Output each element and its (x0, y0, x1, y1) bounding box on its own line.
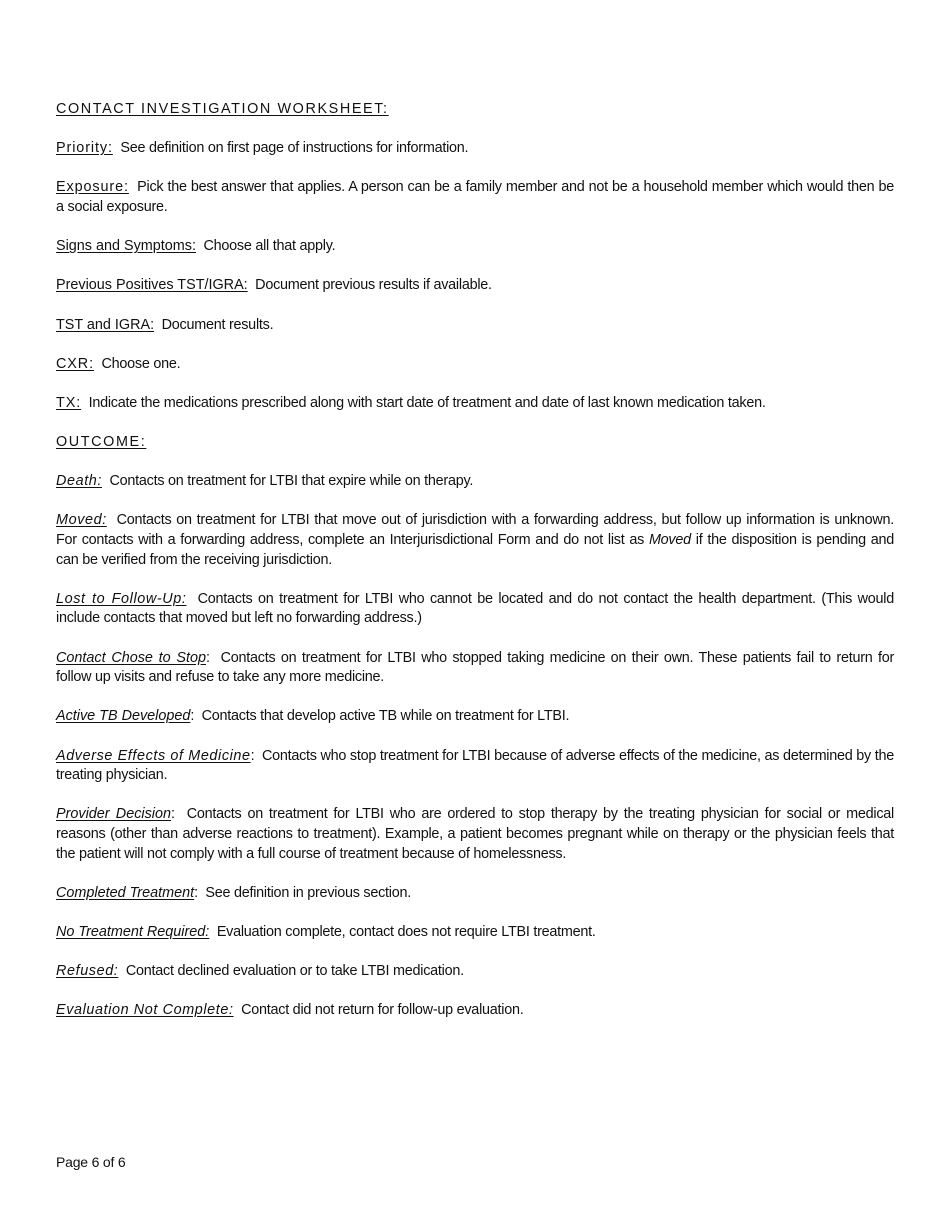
active-tb-text: Contacts that develop active TB while on treatment for LTBI. (201, 708, 570, 725)
refused-text: Contact declined evaluation or to take LTBI medication. (125, 963, 464, 980)
outcome-heading (56, 433, 894, 453)
tst-igra-text: Document results. (161, 316, 274, 333)
evaluation-not-complete-definition (56, 1001, 894, 1021)
provider-decision-label: Provider Decision (56, 806, 171, 823)
priority-definition (56, 139, 894, 159)
priority-text: See definition on first page of instructions for information. (120, 140, 469, 157)
exposure-definition (56, 178, 894, 217)
lost-follow-up-definition (56, 590, 894, 629)
tx-text: Indicate the medications prescribed along with start date of treatment and date of last known medication taken. (88, 394, 766, 411)
signs-symptoms-definition (56, 237, 894, 257)
death-definition (56, 472, 894, 492)
completed-treatment-text: See definition in previous section. (205, 884, 412, 901)
active-tb-label: Active TB Developed (56, 708, 191, 725)
outcome-heading-text: OUTCOME: (56, 434, 147, 451)
death-text: Contacts on treatment for LTBI that expire while on therapy. (109, 473, 474, 490)
previous-positives-label: Previous Positives TST/IGRA: (56, 277, 248, 294)
tx-label: TX: (56, 394, 82, 411)
adverse-effects-label: Adverse Effects of Medicine (56, 747, 251, 764)
refused-label: Refused: (56, 963, 119, 980)
tx-definition (56, 394, 894, 414)
cxr-definition (56, 355, 894, 375)
moved-emphasis: Moved (648, 532, 691, 549)
contact-chose-stop-label: Contact Chose to Stop (56, 649, 206, 666)
contact-chose-stop-definition: Contact Chose to Stop: Contacts on treatment for LTBI who stopped taking medicine on their own. These patients fail to return for follow up visits and refuse to take any more medicine. (56, 649, 895, 686)
cxr-text: Choose one. (101, 355, 181, 372)
tst-igra-definition (56, 316, 894, 336)
lost-follow-up-label: Lost to Follow-Up: (56, 590, 187, 607)
cxr-label: CXR: (56, 355, 94, 372)
adverse-effects-definition: Adverse Effects of Medicine: Contacts who stop treatment for LTBI because of adverse effects of the medicine, as determined by the treating physician. (56, 747, 895, 784)
adverse-effects-text: Contacts who stop treatment for LTBI because of adverse effects of the medicine, as determined by the treating physician. (56, 747, 895, 784)
completed-treatment-label: Completed Treatment (56, 884, 195, 901)
page-number: Page 6 of 6 (56, 1154, 126, 1170)
worksheet-title (56, 100, 894, 120)
death-label: Death: (56, 473, 102, 490)
evaluation-not-complete-label: Evaluation Not Complete: (56, 1002, 234, 1019)
priority-label: Priority: (56, 140, 113, 157)
completed-treatment-definition: Completed Treatment: See definition in previous section. (56, 884, 412, 901)
tst-igra-label: TST and IGRA: (56, 316, 155, 333)
refused-definition (56, 962, 894, 982)
signs-symptoms-text: Choose all that apply. (203, 238, 336, 255)
evaluation-not-complete-text: Contact did not return for follow-up evaluation. (241, 1002, 524, 1019)
moved-definition (56, 511, 894, 570)
moved-label: Moved: (56, 512, 107, 529)
lost-follow-up-text: Contacts on treatment for LTBI who cannot be located and do not contact the health department. (This would include contacts that moved but left no forwarding address.) (56, 590, 894, 627)
no-treatment-required-label: No Treatment Required: (56, 923, 210, 940)
previous-positives-definition (56, 276, 894, 296)
signs-symptoms-label: Signs and Symptoms: (56, 238, 196, 255)
exposure-label: Exposure: (56, 179, 129, 196)
active-tb-definition: Active TB Developed: Contacts that develop active TB while on treatment for LTBI. (56, 708, 570, 725)
provider-decision-definition: Provider Decision: Contacts on treatment for LTBI who are ordered to stop therapy by the treating physician for social or medical reasons (other than adverse reactions to treatment). Example, a patient becomes pregnant while on therapy or the physician feels that the patient will not comply with a full course of treatment because of homelessness. (56, 806, 894, 862)
worksheet-title-text: CONTACT INVESTIGATION WORKSHEET: (56, 101, 389, 117)
provider-decision-text: Contacts on treatment for LTBI who are ordered to stop therapy by the treating physician for social or medical reasons (other than adverse reactions to treatment). Example, a patient becomes pregnant while on therapy or the physician feels that the patient will not comply with a full course of treatment because of homelessness. (56, 806, 894, 862)
contact-chose-stop-text: Contacts on treatment for LTBI who stopped taking medicine on their own. These patients fail to return for follow up visits and refuse to take any more medicine. (56, 649, 895, 686)
moved-text-after: if the disposition is pending and can be verified from the receiving jurisdiction. (56, 532, 895, 568)
no-treatment-required-text: Evaluation complete, contact does not require LTBI treatment. (216, 923, 596, 940)
document-page (56, 100, 894, 1041)
no-treatment-required-definition (56, 923, 894, 943)
exposure-text: Pick the best answer that applies. A person can be a family member and not be a household member which would then be a social exposure. (56, 179, 894, 215)
moved-text-before: Contacts on treatment for LTBI that move out of jurisdiction with a forwarding address, but follow up information is unknown. For contacts with a forwarding address, complete an Interjurisdictional Form and do not list as (56, 512, 894, 549)
previous-positives-text: Document previous results if available. (255, 277, 492, 294)
